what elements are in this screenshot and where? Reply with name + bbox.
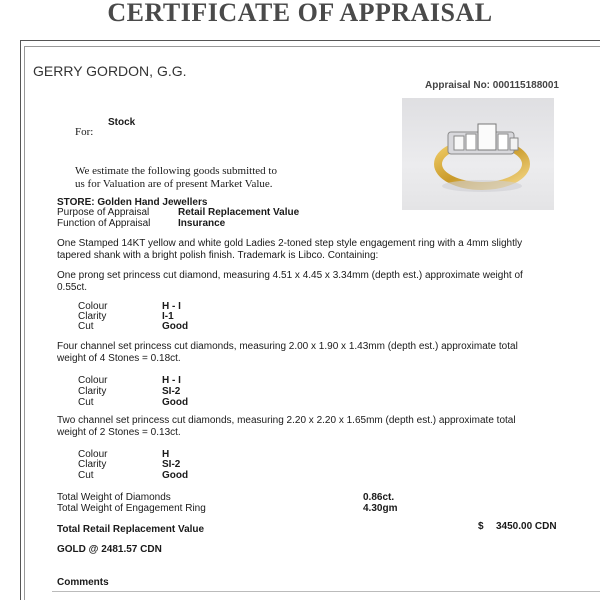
- stone-3-cut-label: Cut: [78, 470, 94, 481]
- gold-price: GOLD @ 2481.57 CDN: [57, 544, 162, 555]
- stone-3-clarity-label: Clarity: [78, 459, 107, 470]
- retail-currency: $: [478, 521, 484, 532]
- stone-3-colour-label: Colour: [78, 449, 108, 460]
- frame-border-left: [20, 40, 21, 600]
- ring-description: One Stamped 14KT yellow and white gold Ladies 2-toned step style engagement ring with a 4mm slightly tapered shank with a bright polish finish. Trademark is Libco. Containing:: [57, 238, 523, 261]
- stone-2-clarity-label: Clarity: [78, 386, 107, 397]
- intro-line-1: We estimate the following goods submitted to: [75, 165, 277, 177]
- comments-divider: [52, 591, 600, 592]
- intro-text: [75, 165, 277, 191]
- comments-label: Comments: [57, 577, 109, 588]
- retail-value-label: Total Retail Replacement Value: [57, 524, 205, 535]
- stock-value: Stock: [108, 117, 136, 128]
- frame-border-inner: [24, 46, 600, 47]
- ring-icon: [402, 98, 554, 210]
- stone-1-clarity-value: I-1: [162, 311, 174, 322]
- stone-3-clarity-value: SI-2: [162, 459, 181, 470]
- store-name: STORE: Golden Hand Jewellers: [57, 197, 208, 208]
- total-diamonds-value: 0.86ct.: [363, 492, 395, 503]
- total-diamonds-label: Total Weight of Diamonds: [57, 492, 171, 503]
- total-ring-value: 4.30gm: [363, 503, 398, 514]
- function-value: Insurance: [178, 218, 226, 229]
- appraiser-name: GERRY GORDON, G.G.: [33, 63, 187, 79]
- stone-1-colour-label: Colour: [78, 301, 108, 312]
- appraisal-number: Appraisal No: 000115188001: [425, 80, 559, 91]
- stone-2-cut-label: Cut: [78, 397, 94, 408]
- intro-line-2: us for Valuation are of present Market Value.: [75, 178, 273, 190]
- stone-3-colour-value: H: [162, 449, 170, 460]
- purpose-label: Purpose of Appraisal: [57, 207, 150, 218]
- stone-3-cut-value: Good: [162, 470, 189, 481]
- stone-2-colour-value: H - I: [162, 375, 181, 386]
- stone-2-cut-value: Good: [162, 397, 189, 408]
- stone-2-colour-label: Colour: [78, 375, 108, 386]
- stone-1-colour-value: H - I: [162, 301, 181, 312]
- ring-photo: [402, 98, 554, 210]
- retail-value: 3450.00 CDN: [496, 521, 557, 532]
- frame-border-left-inner: [24, 46, 25, 600]
- stone-1-description: One prong set princess cut diamond, measuring 4.51 x 4.45 x 3.34mm (depth est.) approximate weight of 0.55ct.: [57, 270, 523, 293]
- total-ring-label: Total Weight of Engagement Ring: [57, 503, 206, 514]
- purpose-value: Retail Replacement Value: [178, 207, 300, 218]
- stone-1-cut-label: Cut: [78, 321, 94, 332]
- function-label: Function of Appraisal: [57, 218, 151, 229]
- stone-1-cut-value: Good: [162, 321, 189, 332]
- frame-border-top: [20, 40, 600, 41]
- stone-1-clarity-label: Clarity: [78, 311, 107, 322]
- stone-3-description: Two channel set princess cut diamonds, measuring 2.20 x 2.20 x 1.65mm (depth est.) approximate total weight of 2 Stones = 0.13ct.: [57, 415, 516, 438]
- stone-2-clarity-value: SI-2: [162, 386, 181, 397]
- certificate-title: CERTIFICATE OF APPRAISAL: [107, 0, 493, 27]
- for-label: For:: [75, 126, 94, 138]
- stone-2-description: Four channel set princess cut diamonds, measuring 2.00 x 1.90 x 1.43mm (depth est.) approximate total weight of 4 Stones = 0.18ct.: [57, 341, 518, 364]
